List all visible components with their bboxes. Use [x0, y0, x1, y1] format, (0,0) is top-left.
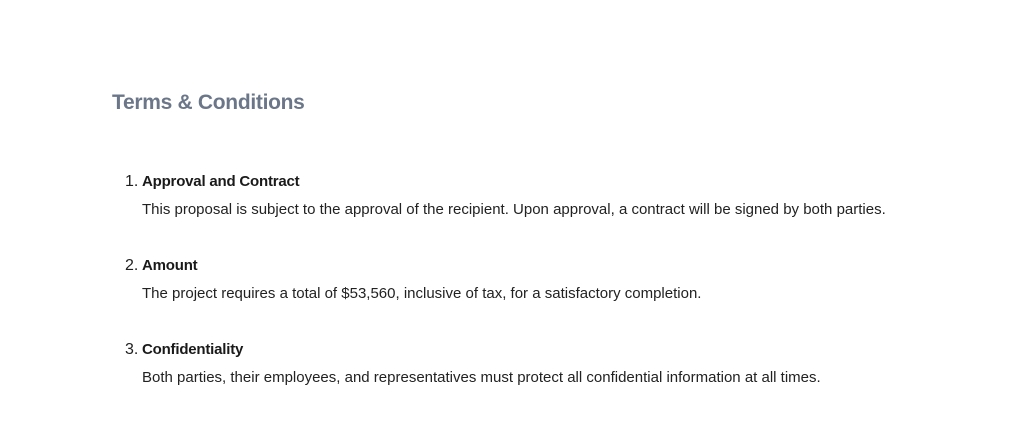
term-number: 2. [125, 257, 139, 274]
term-item-approval [112, 170, 932, 254]
term-item-amount [112, 254, 932, 338]
section-title: Terms & Conditions [112, 91, 305, 114]
term-body: The project requires a total of $53,560, inclusive of tax, for a satisfactory completion. [142, 285, 702, 302]
term-body: Both parties, their employees, and representatives must protect all confidential information at all times. [142, 369, 821, 386]
term-number: 3. [125, 341, 139, 358]
term-body: This proposal is subject to the approval of the recipient. Upon approval, a contract will be signed by both parties. [142, 201, 886, 218]
term-item-confidentiality [112, 338, 932, 422]
term-heading: Confidentiality [142, 341, 244, 358]
term-heading: Amount [142, 257, 198, 274]
term-heading: Approval and Contract [142, 173, 300, 190]
terms-section [112, 88, 932, 422]
term-number: 1. [125, 173, 139, 190]
terms-list [112, 170, 932, 422]
